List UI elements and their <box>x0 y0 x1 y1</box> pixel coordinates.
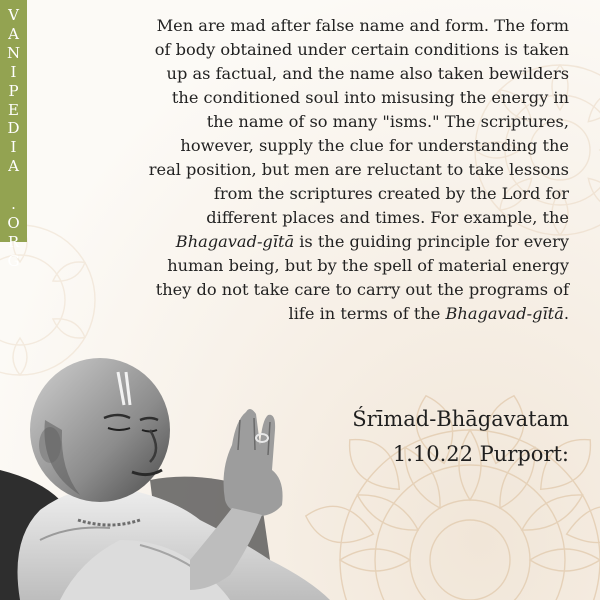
source-title: Śrīmad-Bhāgavatam <box>352 407 569 431</box>
brand-letter: R <box>7 232 20 251</box>
quote-line: Men are mad after false name and form. The form <box>156 16 569 35</box>
brand-letter: G <box>7 251 20 270</box>
brand-letter: I <box>10 62 17 81</box>
quote-line: up as factual, and the name also taken bewilders <box>166 64 569 83</box>
brand-letter <box>0 176 27 195</box>
quote-line: the conditioned soul into misusing the energy in <box>171 88 569 107</box>
quote-line: of body obtained under certain conditions is taken <box>154 40 569 59</box>
brand-letter: P <box>8 81 19 100</box>
quote-fragment: life in terms of the <box>288 304 446 323</box>
quote-line: human being, but by the spell of material energy <box>167 256 569 275</box>
book-title-italic: Bhagavad-gītā <box>445 304 564 323</box>
quote-fragment: . <box>563 304 569 323</box>
brand-letter: E <box>8 100 19 119</box>
brand-letter: D <box>7 119 20 138</box>
quote-line: different places and times. For example, the <box>206 208 569 227</box>
brand-letter: O <box>7 213 20 232</box>
brand-letter: A <box>8 157 19 176</box>
brand-letter: V <box>8 6 19 24</box>
brand-letter: A <box>8 24 19 43</box>
book-title-italic: Bhagavad-gītā <box>175 232 295 251</box>
quote-fragment: is the guiding principle for every <box>294 232 569 251</box>
brand-letter: I <box>10 138 17 157</box>
quote-line: however, supply the clue for understanding the <box>180 136 569 155</box>
quote-line: from the scriptures created by the Lord for <box>213 184 569 203</box>
brand-strip <box>0 0 27 270</box>
brand-letter: N <box>6 43 21 62</box>
quote-text <box>49 14 569 326</box>
quote-line: they do not take care to carry out the programs of <box>155 280 569 299</box>
brand-letter: . <box>11 195 16 214</box>
quote-line <box>49 230 569 254</box>
source-verse: 1.10.22 Purport: <box>392 442 569 466</box>
source-reference <box>352 402 569 472</box>
quote-line <box>49 302 569 326</box>
brand-wordmark[interactable] <box>0 6 27 271</box>
quote-line: the name of so many "isms." The scriptures, <box>206 112 569 131</box>
quote-line: real position, but men are reluctant to take lessons <box>148 160 569 179</box>
